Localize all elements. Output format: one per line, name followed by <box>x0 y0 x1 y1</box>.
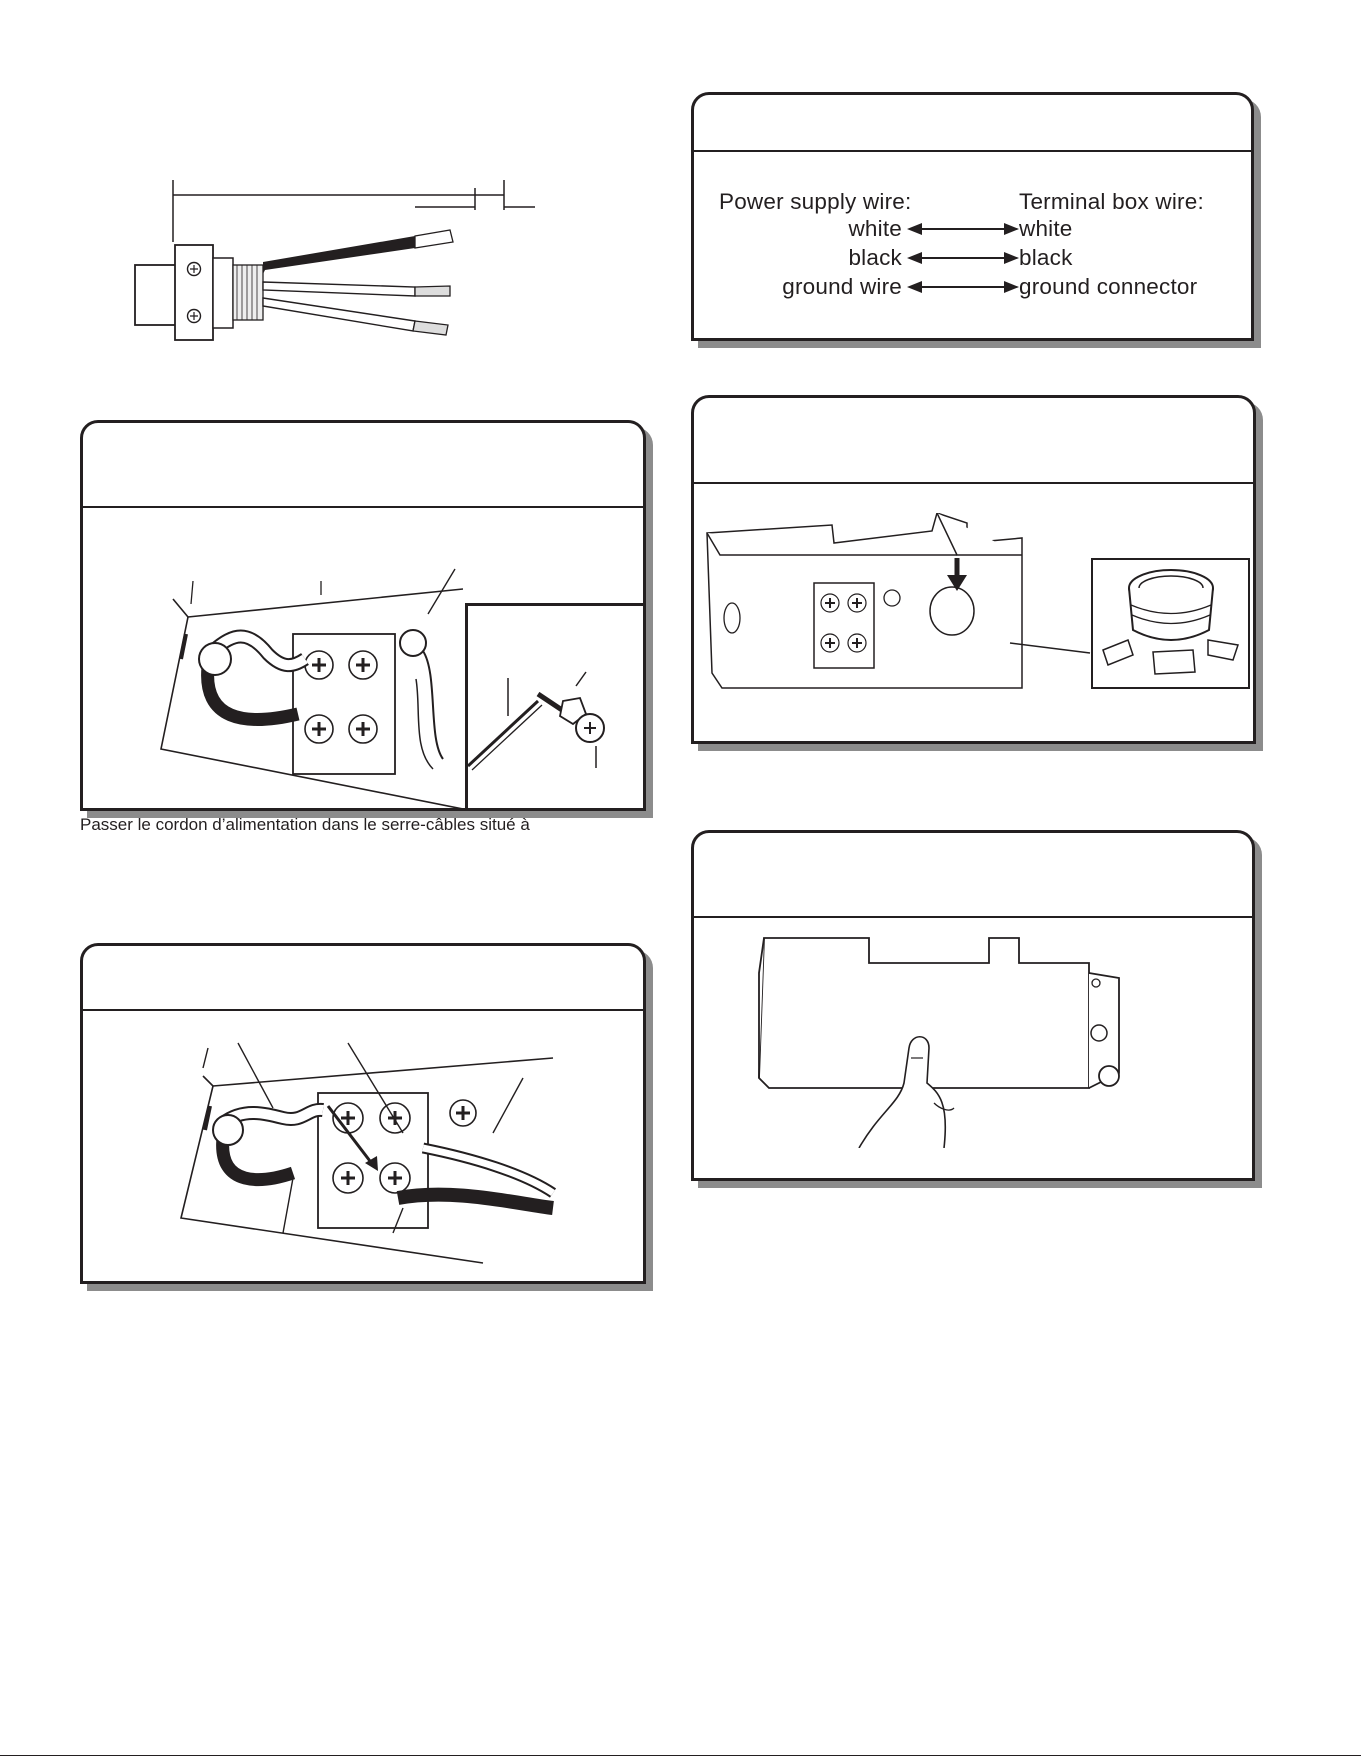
power-supply-wire-header: Power supply wire: <box>719 189 912 214</box>
ground-screw-detail <box>465 603 643 808</box>
cover-plate-hand-illustration <box>739 933 1209 1148</box>
panel-header-rule <box>694 916 1252 918</box>
cover-plate-panel <box>691 830 1255 1181</box>
terminal-block-panel <box>80 420 646 811</box>
wire-connection-panel <box>691 92 1254 341</box>
panel-header-rule <box>694 482 1253 484</box>
french-caption: Passer le cordon d’alimentation dans le serre-câbles situé à <box>80 815 530 834</box>
panel-header-rule <box>694 150 1251 152</box>
junction-box-panel <box>691 395 1256 744</box>
terminal-ground-connector: ground connector <box>1019 274 1198 299</box>
double-arrow-icon <box>907 248 1019 268</box>
double-arrow-icon <box>907 219 1019 239</box>
conduit-connector-detail <box>1091 558 1250 689</box>
terminal-box-wire-header: Terminal box wire: <box>1019 189 1204 214</box>
terminal-wire-white: white <box>1019 216 1073 241</box>
panel-header-rule <box>83 1009 643 1011</box>
panel-header-rule <box>83 506 643 508</box>
terminal-wire-black: black <box>1019 245 1073 270</box>
wire-connection-illustration-panel <box>80 943 646 1284</box>
cord-end-illustration <box>115 170 535 345</box>
page-bottom-rule <box>0 1755 1361 1756</box>
supply-wire-black: black <box>848 245 902 270</box>
terminal-block-illustration <box>83 509 463 808</box>
supply-wire-white: white <box>848 216 902 241</box>
supply-wire-ground: ground wire <box>782 274 902 299</box>
terminal-block-illustration <box>173 1038 623 1278</box>
double-arrow-icon <box>907 277 1019 297</box>
